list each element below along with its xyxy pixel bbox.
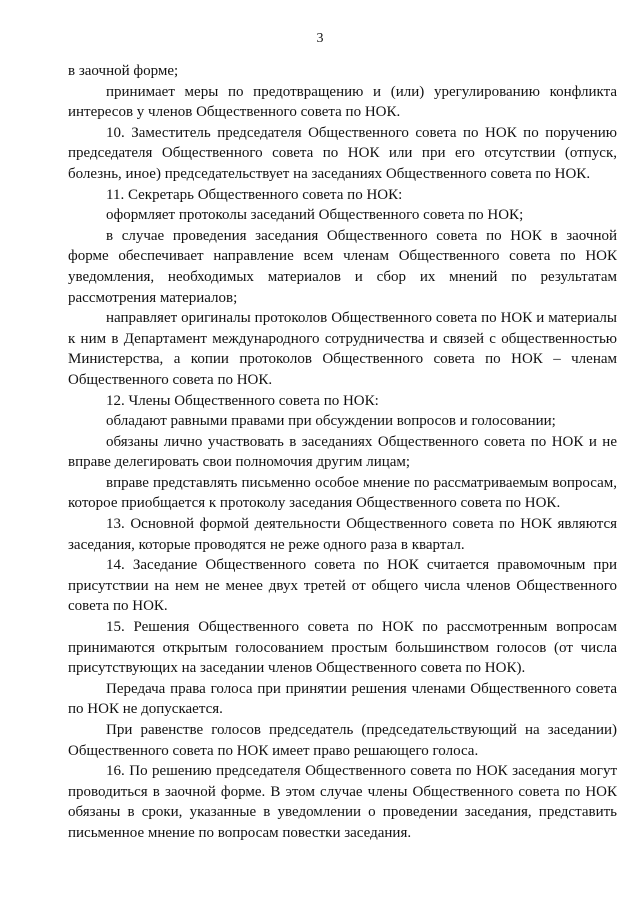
paragraph: в заочной форме; [68,63,179,79]
paragraph: 13. Основной формой деятельности Общественного совета по НОК являются заседания, которые проводятся не реже одного раза в квартал. [68,516,617,553]
paragraph: 14. Заседание Общественного совета по НОК считается правомочным при присутствии на нем не менее двух третей от общего числа членов Общественного совета по НОК. [68,557,617,615]
page-number: 3 [316,31,324,46]
paragraph: направляет оригиналы протоколов Общественного совета по НОК и материалы к ним в Департамент международного сотрудничества и связей с общественностью Министерства, а копии протоколов Общественного совета по НОК – членам Общественного совета по НОК. [68,310,617,388]
paragraph: в случае проведения заседания Общественного совета по НОК в заочной форме обеспечивает направление всем членам Общественного совета по НОК уведомления, необходимых материалов и сбор их мнений по результатам рассмотрения материалов; [68,227,617,306]
paragraph: При равенстве голосов председатель (председательствующий на заседании) Общественного совета по НОК имеет право решающего голоса. [68,722,617,759]
paragraph: 16. По решению председателя Общественного совета по НОК заседания могут проводиться в заочной форме. В этом случае члены Общественного совета по НОК обязаны в сроки, указанные в уведомлении о проведении заседания, представить письменное мнение по вопросам повестки заседания. [68,763,617,841]
document-body [68,61,617,844]
paragraph: 15. Решения Общественного совета по НОК по рассмотренным вопросам принимаются открытым голосованием простым большинством голосов (от числа присутствующих на заседании членов Общественного совета по НОК). [68,619,617,677]
paragraph: Передача права голоса при принятии решения членами Общественного совета по НОК не допускается. [68,680,617,718]
paragraph: 12. Члены Общественного совета по НОК: [106,392,379,409]
paragraph: обладают равными правами при обсуждении вопросов и голосовании; [106,413,556,430]
paragraph: вправе представлять письменно особое мнение по рассматриваемым вопросам, которое приобщается к протоколу заседания Общественного совета по НОК. [68,474,617,512]
paragraph: принимает меры по предотвращению и (или) урегулированию конфликта интересов у членов Общественного совета по НОК. [68,83,617,121]
paragraph: 10. Заместитель председателя Общественного совета по НОК по поручению председателя Общественного совета по НОК или при его отсутствии (отпуск, болезнь, иное) председательствует на заседаниях Общественного совета по НОК. [68,124,617,182]
paragraph: 11. Секретарь Общественного совета по НОК: [106,186,403,203]
paragraph: обязаны лично участвовать в заседаниях Общественного совета по НОК и не вправе делегировать свои полномочия другим лицам; [68,433,617,471]
paragraph: оформляет протоколы заседаний Общественного совета по НОК; [106,207,524,224]
